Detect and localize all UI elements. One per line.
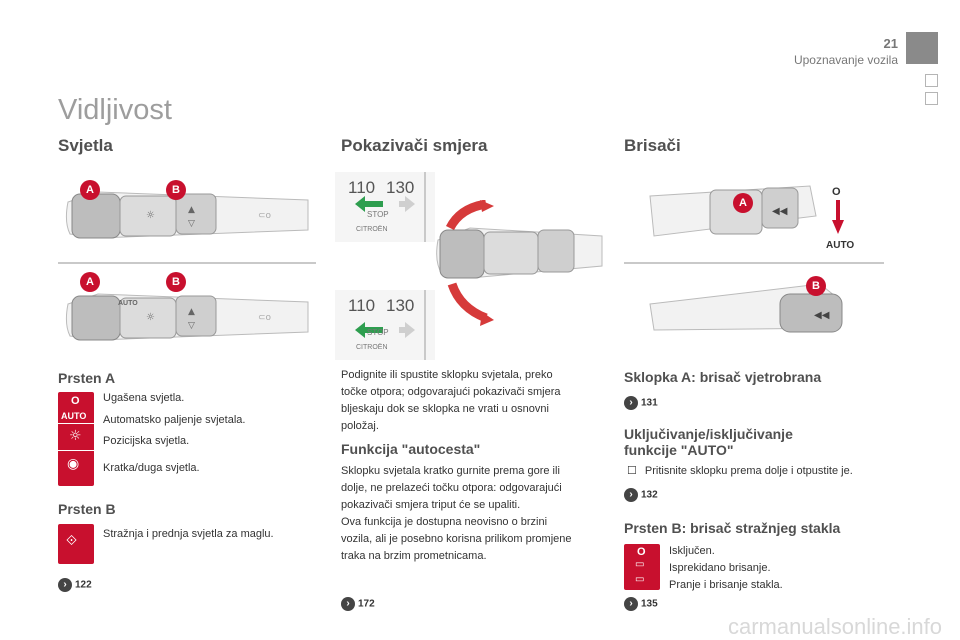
- svg-text:▽: ▽: [188, 321, 195, 331]
- ring-a-badge-2: A: [80, 272, 100, 292]
- svg-text:⊂o: ⊂o: [258, 313, 272, 323]
- svg-text:◀◀: ◀◀: [814, 310, 830, 321]
- off-label: O: [637, 546, 646, 558]
- stop-label: STOP: [367, 210, 389, 219]
- page-title: Vidljivost: [58, 94, 172, 126]
- chapter-title: Upoznavanje vozila: [793, 53, 898, 67]
- wiper-stalk-illustration-b: [640, 270, 860, 350]
- position-light-icon: ☼: [69, 428, 82, 444]
- watermark: carmanualsonline.info: [728, 614, 943, 639]
- svg-text:☼: ☼: [146, 210, 155, 221]
- autocesta-title: Funkcija "autocesta": [341, 441, 481, 457]
- brand-label: CITROËN: [356, 226, 388, 233]
- chevron-right-icon: ›: [624, 396, 638, 410]
- svg-text:◀◀: ◀◀: [772, 206, 788, 217]
- divider: [624, 262, 884, 264]
- auto-func-title: Uključivanje/isključivanje funkcije "AUTO": [624, 426, 793, 458]
- bullet-icon: ☐: [627, 465, 637, 477]
- wiper-stalk-illustration-a: [640, 176, 820, 256]
- fog-light-icon: ⟐: [58, 524, 94, 564]
- switch-a-badge: A: [733, 193, 753, 213]
- speed-110-b: 110: [348, 296, 376, 315]
- chevron-right-icon: ›: [624, 488, 638, 502]
- page-ref-122[interactable]: › 122: [58, 578, 92, 592]
- corner-square-dark: [906, 32, 938, 64]
- ring-a-icons: [58, 392, 94, 486]
- brand-label-b: CITROËN: [356, 344, 388, 351]
- off-icon-label: O: [71, 395, 80, 407]
- page-number: 21: [883, 36, 898, 51]
- ring-b-title: Prsten B: [58, 501, 116, 517]
- svg-text:⊂o: ⊂o: [258, 211, 272, 221]
- svg-text:▽: ▽: [188, 219, 195, 229]
- page-ref-135[interactable]: › 135: [624, 597, 658, 611]
- off-label: O: [832, 186, 841, 198]
- intermittent-wipe-icon: ▭: [635, 559, 645, 570]
- page-ref-131[interactable]: › 131: [624, 396, 658, 410]
- arrow-down-icon: [830, 200, 846, 236]
- ring-b-title: Prsten B: brisač stražnjeg stakla: [624, 520, 841, 536]
- ring-a-item: Ugašena svjetla.: [103, 392, 185, 404]
- auto-label: AUTO: [826, 240, 855, 251]
- wash-wipe-icon: ▭: [635, 574, 645, 585]
- page-ref-172[interactable]: › 172: [341, 597, 375, 611]
- speed-130: 130: [386, 178, 415, 197]
- divider: [424, 290, 426, 360]
- speed-110: 110: [348, 178, 376, 197]
- light-stalk-illustration-b: [58, 278, 318, 358]
- corner-square-outline-2: [925, 92, 938, 105]
- section-title-pokazivaci: Pokazivači smjera: [341, 136, 488, 155]
- headlight-icon: ◉: [67, 456, 80, 472]
- rear-wiper-icons: [624, 544, 660, 590]
- ring-a-title: Prsten A: [58, 370, 116, 386]
- auto-func-text: ☐ Pritisnite sklopku prema dolje i otpustite je.: [627, 465, 853, 477]
- ring-a-item: Pozicijska svjetla.: [103, 435, 190, 447]
- speed-130-b: 130: [386, 296, 415, 315]
- page-ref-132[interactable]: › 132: [624, 488, 658, 502]
- stalk-auto-label: AUTO: [118, 300, 138, 307]
- chevron-right-icon: ›: [58, 578, 72, 592]
- divider: [424, 172, 426, 242]
- ring-b-badge: B: [166, 180, 186, 200]
- ring-a-badge: A: [80, 180, 100, 200]
- intro-text: Podignite ili spustite sklopku svjetala, preko točke otpora; odgovarajući pokazivači smjera bljeskaju dok se sklopka ne vrati u osnovni položaj.: [341, 369, 561, 432]
- ring-a-item: Kratka/duga svjetla.: [103, 462, 200, 474]
- chevron-right-icon: ›: [341, 597, 355, 611]
- switch-a-title: Sklopka A: brisač vjetrobrana: [624, 369, 822, 385]
- chevron-right-icon: ›: [624, 597, 638, 611]
- autocesta-text: Sklopku svjetala kratko gurnite prema gore ili dolje, ne prelazeći točku otpora: odgovarajući pokazivači smjera triput će se upaliti. Ova funkcija je dostupna neovisno o brzini vozila, ali je posebno korisna prilikom promjene traka na brzim prometnicama.: [341, 465, 572, 562]
- svg-text:▲: ▲: [188, 205, 195, 215]
- corner-square-outline-1: [925, 74, 938, 87]
- ring-b-item: Stražnja i prednja svjetla za maglu.: [103, 528, 274, 540]
- divider: [58, 262, 316, 264]
- indicator-stalk-illustration: [430, 200, 606, 330]
- svg-text:☼: ☼: [146, 312, 155, 323]
- ring-a-item: Automatsko paljenje svjetala.: [103, 414, 246, 426]
- stop-label-b: STOP: [367, 328, 389, 337]
- ring-b-items: Isključen. Isprekidano brisanje. Pranje i brisanje stakla.: [669, 545, 783, 591]
- ring-b-badge: B: [806, 276, 826, 296]
- auto-icon-label: AUTO: [61, 411, 87, 421]
- ring-b-badge-2: B: [166, 272, 186, 292]
- section-title-brisaci: Brisači: [624, 136, 681, 155]
- svg-text:▲: ▲: [188, 307, 195, 317]
- section-title-svjetla: Svjetla: [58, 136, 113, 155]
